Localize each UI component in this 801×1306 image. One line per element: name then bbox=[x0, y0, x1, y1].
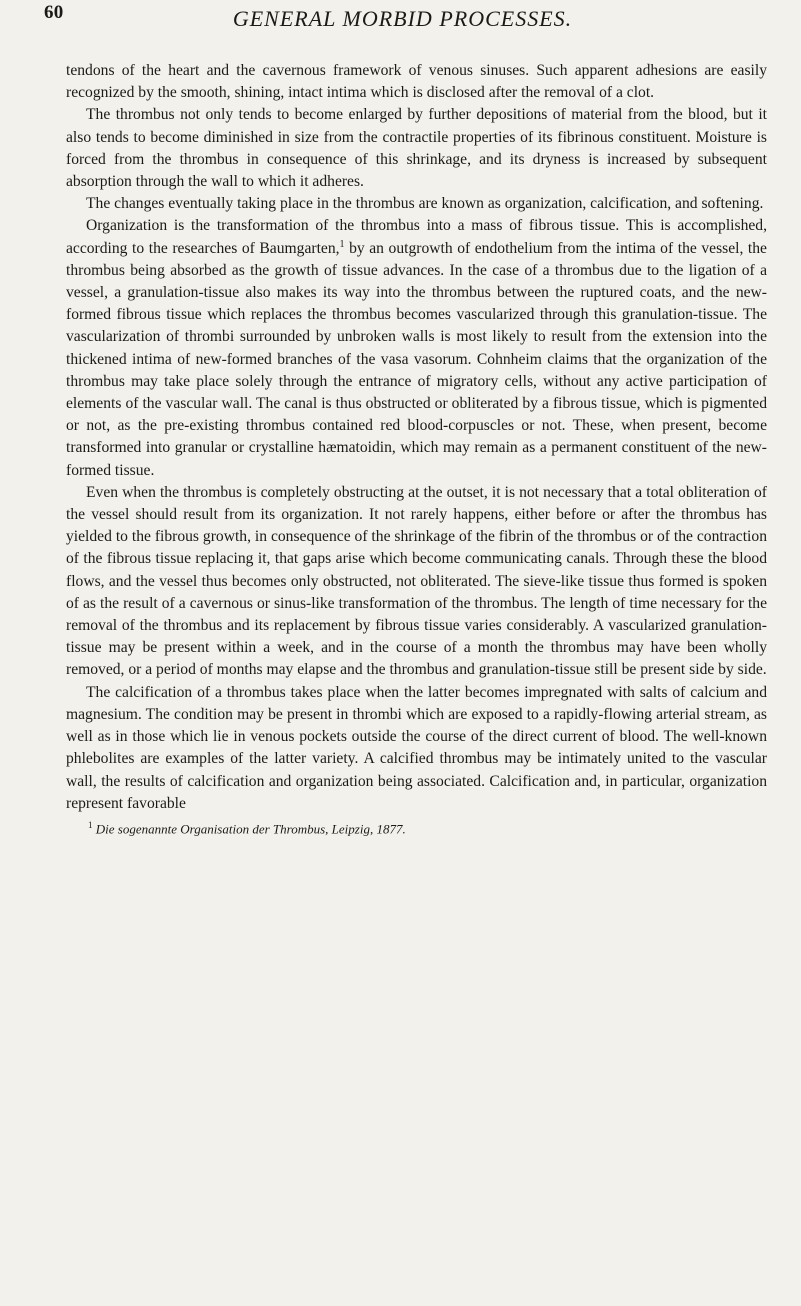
paragraph-sinus-adhesions: tendons of the heart and the cavernous framework of venous sinuses. Such apparent adhesions are easily recognized by the smooth, shining, intact intima which is disclosed after the removal of a clot. bbox=[66, 62, 767, 102]
organization-text-end: by an outgrowth of endothelium from the intima of the vessel, the thrombus being absorbed as the growth of tissue advances. In the case of a thrombus due to the ligation of a vessel, a granulation-tissue also makes its way into the thrombus between the ruptured coats, and the new-formed fibrous tissue which replaces the thrombus becomes vascularized through this granulation-tissue. The vascularization of thrombi surrounded by unbroken walls is most likely to result from the extension into the thickened intima of new-formed branches of the vasa vasorum. Cohnheim claims that the organization of the thrombus may take place solely through the entrance of migratory cells, without any active participation of elements of the vascular wall. The canal is thus obstructed or obliterated by a fibrous tissue, which is pigmented or not, as the pre-existing thrombus contained red blood-corpuscles or not. These, when present, become transformed into granular or crystalline hæmatoidin, which may remain as a permanent constituent of the new-formed tissue. bbox=[66, 239, 767, 479]
footnote bbox=[66, 817, 767, 837]
running-title: GENERAL MORBID PROCESSES. bbox=[232, 6, 573, 31]
footnote-text: Die sogenannte Organisation der Thrombus, Leipzig, 1877. bbox=[92, 821, 406, 837]
footnote-reference: 1 bbox=[339, 238, 345, 250]
paragraph-changes-intro: The changes eventually taking place in the thrombus are known as organization, calcification, and softening. bbox=[86, 195, 764, 213]
organization-text-start: Organization is the transformation of the thrombus into a mass of fibrous tissue. This is accomplished, according to the researches of Baumgarten, bbox=[66, 217, 767, 257]
footnote-mark: 1 bbox=[88, 819, 93, 830]
paragraph-calcification: The calcification of a thrombus takes place when the latter becomes impregnated with salts of calcium and magnesium. The condition may be present in thrombi which are exposed to a rapidly-flowing arterial stream, as well as in those which lie in venous pockets outside the course of the direct current of blood. The well-known phlebolites are examples of the latter variety. A calcified thrombus may be intimately united to the vascular wall, the results of calcification and organization being associated. Calcification and, in particular, organization represent favorable bbox=[66, 683, 767, 812]
paragraph-organization bbox=[66, 215, 767, 481]
paragraph-obliteration: Even when the thrombus is completely obstructing at the outset, it is not necessary that a total obliteration of the vessel should result from its organization. It not rarely happens, either before or after the thrombus has yielded to the fibrous growth, in consequence of the shrinkage of the fibrin of the thrombus or of the contraction of the fibrous tissue replacing it, that gaps arise which become communicating canals. Through these the blood flows, and the vessel thus becomes only obstructed, not obliterated. The sieve-like tissue thus formed is spoken of as the result of a cavernous or sinus-like transformation of the thrombus. The length of time necessary for the removal of the thrombus and its replacement by fibrous tissue varies considerably. A vascularized granulation-tissue may be present within a week, and in the course of a month the thrombus may have been wholly removed, or a period of months may elapse and the thrombus and granulation-tissue still be present side by side. bbox=[66, 483, 767, 679]
paragraph-thrombus-shrinkage: The thrombus not only tends to become enlarged by further depositions of material from the blood, but it also tends to become diminished in size from the contractile properties of its fibrinous constituent. Moisture is forced from the thrombus in consequence of this shrinkage, and its dryness is increased by subsequent absorption through the wall to which it adheres. bbox=[66, 106, 767, 191]
page-number: 60 bbox=[44, 2, 64, 23]
running-head bbox=[44, 0, 761, 60]
body-text bbox=[66, 60, 767, 837]
